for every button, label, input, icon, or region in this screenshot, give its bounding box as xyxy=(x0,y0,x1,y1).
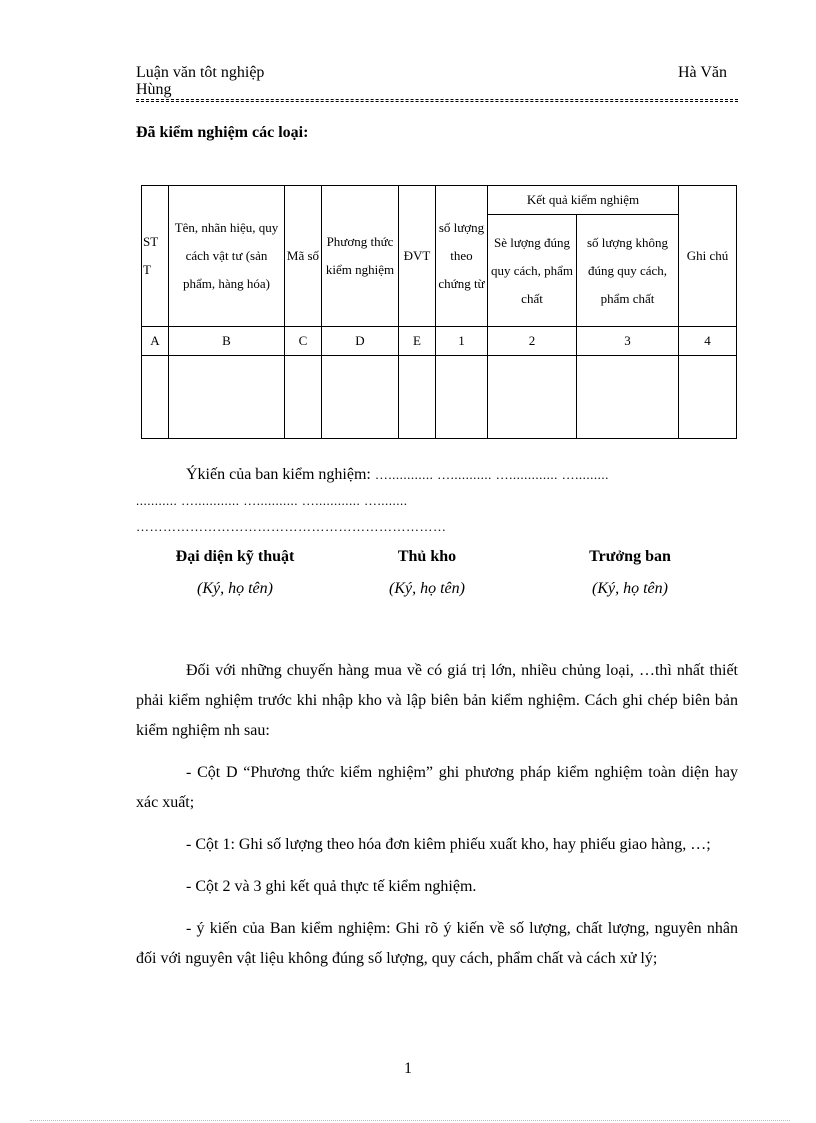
empty-cell xyxy=(285,356,322,439)
code-cell: 4 xyxy=(679,327,737,356)
paragraph: - Cột 1: Ghi số lượng theo hóa đơn kiêm phiếu xuất kho, hay phiếu giao hàng, …; xyxy=(186,836,711,853)
paragraph: - Cột 2 và 3 ghi kết quả thực tế kiểm nghiệm. xyxy=(186,878,477,895)
code-cell: A xyxy=(142,327,169,356)
empty-cell xyxy=(436,356,488,439)
code-cell: 3 xyxy=(577,327,679,356)
header-title: Luận văn tôt nghiệp xyxy=(136,64,265,81)
code-cell: C xyxy=(285,327,322,356)
blank-row xyxy=(142,356,737,439)
empty-cell xyxy=(488,356,577,439)
empty-cell xyxy=(577,356,679,439)
opinion-dots: ........... …............ …........... …............ …........ xyxy=(136,493,408,508)
col-name-header: Tên, nhãn hiệu, quy cách vật tư (sản phẩm, hàng hóa) xyxy=(169,186,285,327)
header-author-wrap: Hùng xyxy=(136,81,172,98)
running-header xyxy=(136,64,264,98)
col-unit-header: ĐVT xyxy=(399,186,436,327)
header-author: Hà Văn xyxy=(678,64,728,81)
inspection-table xyxy=(141,185,737,439)
signature-storekeeper: Thủ kho (Ký, họ tên) xyxy=(389,548,465,597)
footer-divider xyxy=(30,1120,790,1121)
body-text xyxy=(136,656,738,986)
opinion-dots: …............ …........... …............. …......... xyxy=(374,467,609,482)
code-cell: B xyxy=(169,327,285,356)
col-note-header: Ghi chú xyxy=(679,186,737,327)
col-result-header: Kết quả kiểm nghiệm xyxy=(488,186,679,215)
empty-cell xyxy=(142,356,169,439)
header-divider xyxy=(136,99,738,102)
code-cell: D xyxy=(322,327,399,356)
code-cell: 2 xyxy=(488,327,577,356)
col-method-header: Phương thức kiểm nghiệm xyxy=(322,186,399,327)
empty-cell xyxy=(169,356,285,439)
signature-technical: Đại diện kỹ thuật (Ký, họ tên) xyxy=(175,548,295,597)
col-bad-header: số lượng không đúng quy cách, phẩm chất xyxy=(577,215,679,327)
signature-head: Trưởng ban (Ký, họ tên) xyxy=(589,548,671,597)
empty-cell xyxy=(679,356,737,439)
code-row xyxy=(142,327,737,356)
code-cell: 1 xyxy=(436,327,488,356)
paragraph: - Cột D “Phương thức kiểm nghiệm” ghi phương pháp kiểm nghiệm toàn diện hay xác xuất; xyxy=(136,764,738,811)
col-qty-header: số lượng theo chứng từ xyxy=(436,186,488,327)
col-ok-header: Sè lượng đúng quy cách, phẩm chất xyxy=(488,215,577,327)
opinion-section xyxy=(136,462,736,540)
intro-heading: Đã kiểm nghiệm các loại: xyxy=(136,124,309,141)
code-cell: E xyxy=(399,327,436,356)
empty-cell xyxy=(322,356,399,439)
empty-cell xyxy=(399,356,436,439)
col-code-header: Mã số xyxy=(285,186,322,327)
opinion-dots: …………………………………………………………… xyxy=(136,519,447,534)
opinion-label: Ýkiến của ban kiểm nghiệm: xyxy=(186,466,371,483)
paragraph: - ý kiến của Ban kiểm nghiệm: Ghi rõ ý kiến về số lượng, chất lượng, nguyên nhân đối với nguyên vật liệu không đúng số lượng, quy cách, phẩm chất và cách xử lý; xyxy=(136,920,738,967)
paragraph: Đối với những chuyến hàng mua về có giá trị lớn, nhiều chủng loại, …thì nhất thiết phải kiểm nghiệm trước khi nhập kho và lập biên bản kiểm nghiệm. Cách ghi chép biên bản kiểm nghiệm nh sau: xyxy=(136,662,738,739)
col-stt-header: ST T xyxy=(142,186,169,327)
page-number: 1 xyxy=(404,1060,412,1077)
